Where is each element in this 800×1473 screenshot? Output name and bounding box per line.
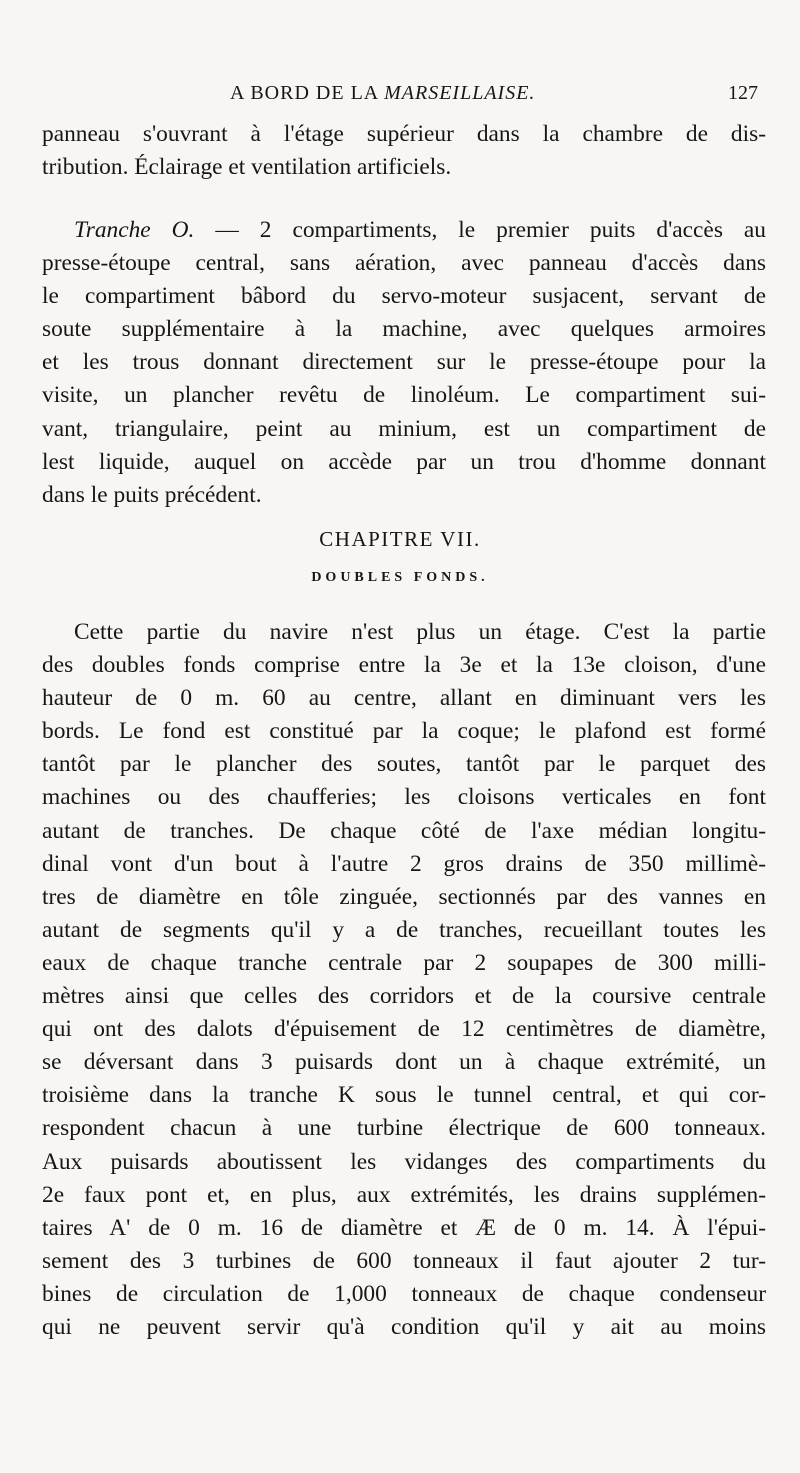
text-line: mètres ainsi que celles des corridors et de la coursive centrale xyxy=(42,983,766,1010)
text-line: et les trous donnant directement sur le presse-étoupe pour la xyxy=(42,349,766,376)
text-line: sement des 3 turbines de 600 tonneaux il faut ajouter 2 tur- xyxy=(42,1247,766,1274)
paragraph-continuation xyxy=(42,118,766,184)
text-line: le compartiment bâbord du servo-moteur susjacent, servant de xyxy=(42,283,766,310)
text-line: eaux de chaque tranche centrale par 2 soupapes de 300 milli- xyxy=(42,949,766,976)
text-line: respondent chacun à une turbine électrique de 600 tonneaux. xyxy=(42,1115,766,1142)
text-line: vant, triangulaire, peint au minium, est un compartiment de xyxy=(42,415,766,442)
text-line: 2e faux pont et, en plus, aux extrémités, les drains supplémen- xyxy=(42,1181,766,1208)
text-line: presse-étoupe central, sans aération, avec panneau d'accès dans xyxy=(42,250,766,277)
text-line: panneau s'ouvrant à l'étage supérieur dans la chambre de dis- xyxy=(42,121,766,147)
text-line: tres de diamètre en tôle zinguée, sectionnés par des vannes en xyxy=(42,883,766,910)
text-line: dinal vont d'un bout à l'autre 2 gros drains de 350 millimè- xyxy=(42,850,766,877)
text-line: autant de segments qu'il y a de tranches, recueillant toutes les xyxy=(42,916,766,943)
text-line: Aux puisards aboutissent les vidanges des compartiments du xyxy=(42,1148,766,1175)
text-line: tribution. Éclairage et ventilation artificiels. xyxy=(42,154,452,181)
text-line: se déversant dans 3 puisards dont un à chaque extrémité, un xyxy=(42,1049,766,1076)
chapter-heading: CHAPITRE VII. xyxy=(319,527,481,551)
text-span: — 2 compartiments, le premier puits d'accès au xyxy=(194,217,766,243)
running-title-prefix: A BORD DE LA xyxy=(230,82,379,104)
text-line xyxy=(42,214,766,247)
text-line: dans le puits précédent. xyxy=(42,481,262,508)
text-line: Cette partie du navire n'est plus un étage. C'est la partie xyxy=(74,619,766,645)
text-line: hauteur de 0 m. 60 au centre, allant en diminuant vers les xyxy=(42,685,766,712)
text-line: qui ont des dalots d'épuisement de 12 centimètres de diamètre, xyxy=(42,1016,766,1043)
text-line: visite, un plancher revêtu de linoléum. Le compartiment sui- xyxy=(42,382,766,409)
text-line: lest liquide, auquel on accède par un trou d'homme donnant xyxy=(42,448,766,475)
text-line: bords. Le fond est constitué par la coque; le plafond est formé xyxy=(42,718,766,745)
text-line: bines de circulation de 1,000 tonneaux de chaque condenseur xyxy=(42,1280,766,1307)
text-line: soute supplémentaire à la machine, avec quelques armoires xyxy=(42,316,766,343)
chapter-subtitle: DOUBLES FONDS. xyxy=(311,570,489,585)
page-header xyxy=(230,82,758,116)
text-line: qui ne peuvent servir qu'à condition qu'il y ait au moins xyxy=(42,1313,766,1340)
text-line: autant de tranches. De chaque côté de l'axe médian longitu- xyxy=(42,817,766,844)
paragraph-tranche-o xyxy=(42,214,766,512)
running-title-ship-name: MARSEILLAISE. xyxy=(384,82,536,104)
text-line: troisième dans la tranche K sous le tunnel central, et qui cor- xyxy=(42,1082,766,1109)
page-number: 127 xyxy=(728,82,758,104)
text-line: taires A' de 0 m. 16 de diamètre et Æ de 0 m. 14. À l'épui- xyxy=(42,1214,766,1241)
running-title xyxy=(230,82,535,105)
text-line: machines ou des chaufferies; les cloisons verticales en font xyxy=(42,784,766,811)
text-line: tantôt par le plancher des soutes, tantôt par le parquet des xyxy=(42,751,766,778)
text-line: des doubles fonds comprise entre la 3e et la 13e cloison, d'une xyxy=(42,652,766,679)
paragraph-doubles-fonds xyxy=(42,616,766,1344)
paragraph-lead: Tranche O. xyxy=(74,217,195,243)
